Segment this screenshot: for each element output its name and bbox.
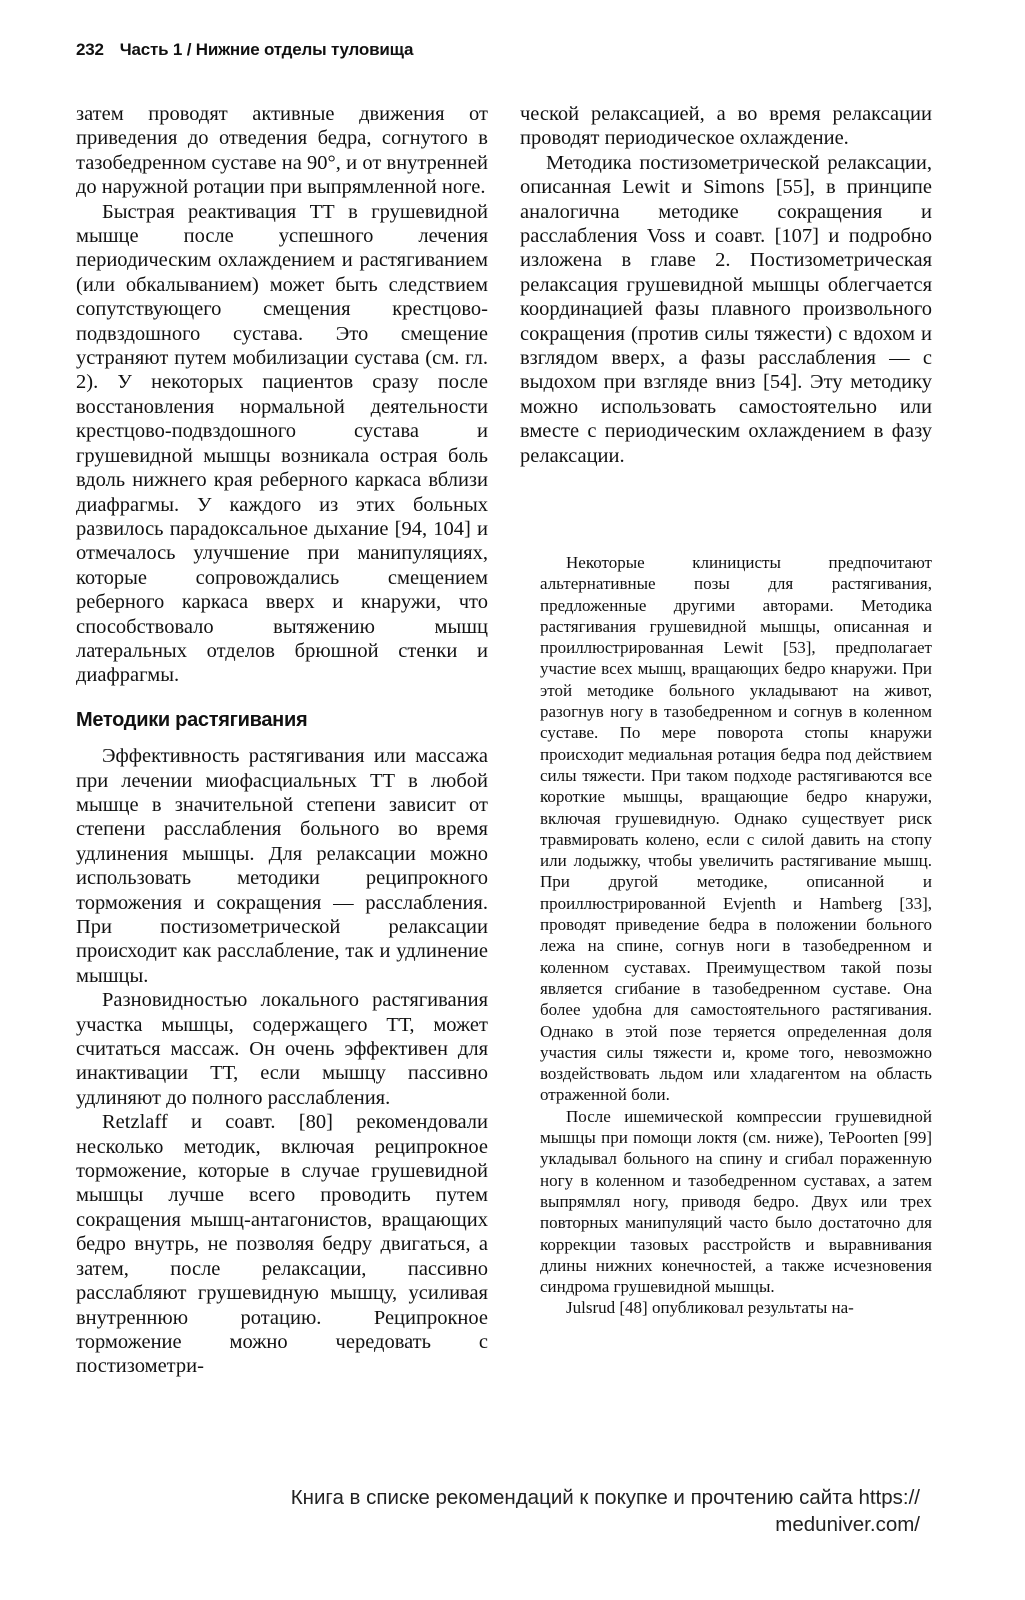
page-number: 232 [76,40,104,59]
paragraph: ческой релаксацией, а во время релаксации проводят периодическое охлаждение. [520,103,932,150]
paragraph: затем проводят активные движения от приведения до отведения бедра, согнутого в тазобедренном суставе на 90°, и от внутренней до наружной ротации при выпрямленной ноге. [76,103,488,199]
section-heading: Методики растягивания [76,708,308,731]
watermark-line: Книга в списке рекомендаций к покупке и прочтению сайта https:// [290,1486,920,1509]
paragraph: Разновидностью локального растягивания участка мышцы, содержащего ТТ, может считаться массаж. Он очень эффективен для инактивации ТТ, если мышцу пассивно удлиняют до полного расслабления. [76,989,488,1109]
paragraph: Retzlaff и соавт. [80] рекомендовали несколько методик, включая реципрокное торможение, которые в случае грушевидной мышцы лучше всего проводить путем сокращения мышц-антагонистов, вращающих бедро внутрь, не позволяя бедру двигаться, а затем, после релаксации, пассивно расслабляют грушевидную мышцу, усиливая внутреннюю ротацию. Реципрокное торможение можно чередовать с постизометри- [76,1111,488,1378]
left-column [76,102,488,1379]
site-watermark [76,1484,920,1538]
small-paragraph: После ишемической компрессии грушевидной мышцы при помощи локтя (см. ниже), TePoorten [99] укладывал больного на спину и сгибал пораженную ногу в коленном и тазобедренном суставах, а затем выпрямлял ногу, приводя бедро. Двух или трех повторных манипуляций часто было достаточно для коррекции тазовых расстройств и выравнивания длины нижних конечностей, а также исчезновения синдрома грушевидной мышцы. [540,1106,932,1297]
small-print-block [540,552,932,1319]
small-paragraph: Некоторые клиницисты предпочитают альтернативные позы для растягивания, предложенные другими авторами. Методика растягивания грушевидной мышцы, описанная и проиллюстрированная Lewit [53], предполагает участие всех мышц, вращающих бедро кнаружи. При этой методике больного укладывают на живот, разогнув ногу в тазобедренном и согнув в коленном суставе. По мере поворота стопы кнаружи происходит медиальная ротация бедра под действием силы тяжести. При таком подходе растягиваются все короткие мышцы, вращающие бедро кнаружи, включая грушевидную. Однако существует риск травмировать колено, если с силой давить на стопу или лодыжку, чтобы увеличить растягивание мышц. При другой методике, описанной и проиллюстрированной Evjenth и Hamberg [33], проводят приведение бедра в положении больного лежа на спине, согнув ноги в тазобедренном и коленном суставах. Преимуществом такой позы является сгибание в тазобедренном суставе. Она более удобна для самостоятельного растягивания. Однако в этой позе теряется определенная доля участия силы тяжести и, кроме того, невозможно воздействовать льдом или хладагентом на область отраженной боли. [540,553,932,1105]
running-head [76,40,413,60]
running-title: Часть 1 / Нижние отделы туловища [119,40,414,59]
small-paragraph: Julsrud [48] опубликовал результаты на- [566,1298,854,1318]
paragraph: Быстрая реактивация ТТ в грушевидной мышце после успешного лечения периодическим охлаждением и растягиванием (или обкалыванием) может быть следствием сопутствующего смещения крестцово-подвздошного сустава. Это смещение устраняют путем мобилизации сустава (см. гл. 2). У некоторых пациентов сразу после восстановления нормальной деятельности крестцово-подвздошного сустава и грушевидной мышцы возникала острая боль вдоль нижнего края реберного каркаса вблизи диафрагмы. У каждого из этих больных развилось парадоксальное дыхание [94, 104] и отмечалось улучшение при манипуляциях, которые сопровождались смещением реберного каркаса вверх и кнаружи, что способствовало вытяжению мышц латеральных отделов брюшной стенки и диафрагмы. [76,200,488,687]
watermark-line: meduniver.com/ [775,1513,920,1536]
right-column [520,102,932,468]
paragraph: Методика постизометрической релаксации, описанная Lewit и Simons [55], в принципе аналогична методике сокращения и расслабления Voss и соавт. [107] и подробно изложена в главе 2. Постизометрическая релаксация грушевидной мышцы облегчается координацией фазы плавного произвольного сокращения (против силы тяжести) с вдохом и взглядом вверх, а фазы расслабления — с выдохом при взгляде вниз [54]. Эту методику можно использовать самостоятельно или вместе с периодическим охлаждением в фазу релаксации. [520,151,932,467]
paragraph: Эффективность растягивания или массажа при лечении миофасциальных ТТ в любой мышце в значительной степени зависит от степени расслабления больного во время удлинения мышцы. Для релаксации можно использовать методики реципрокного торможения и сокращения — расслабления. При постизометрической релаксации происходит как расслабление, так и удлинение мышцы. [76,745,488,987]
